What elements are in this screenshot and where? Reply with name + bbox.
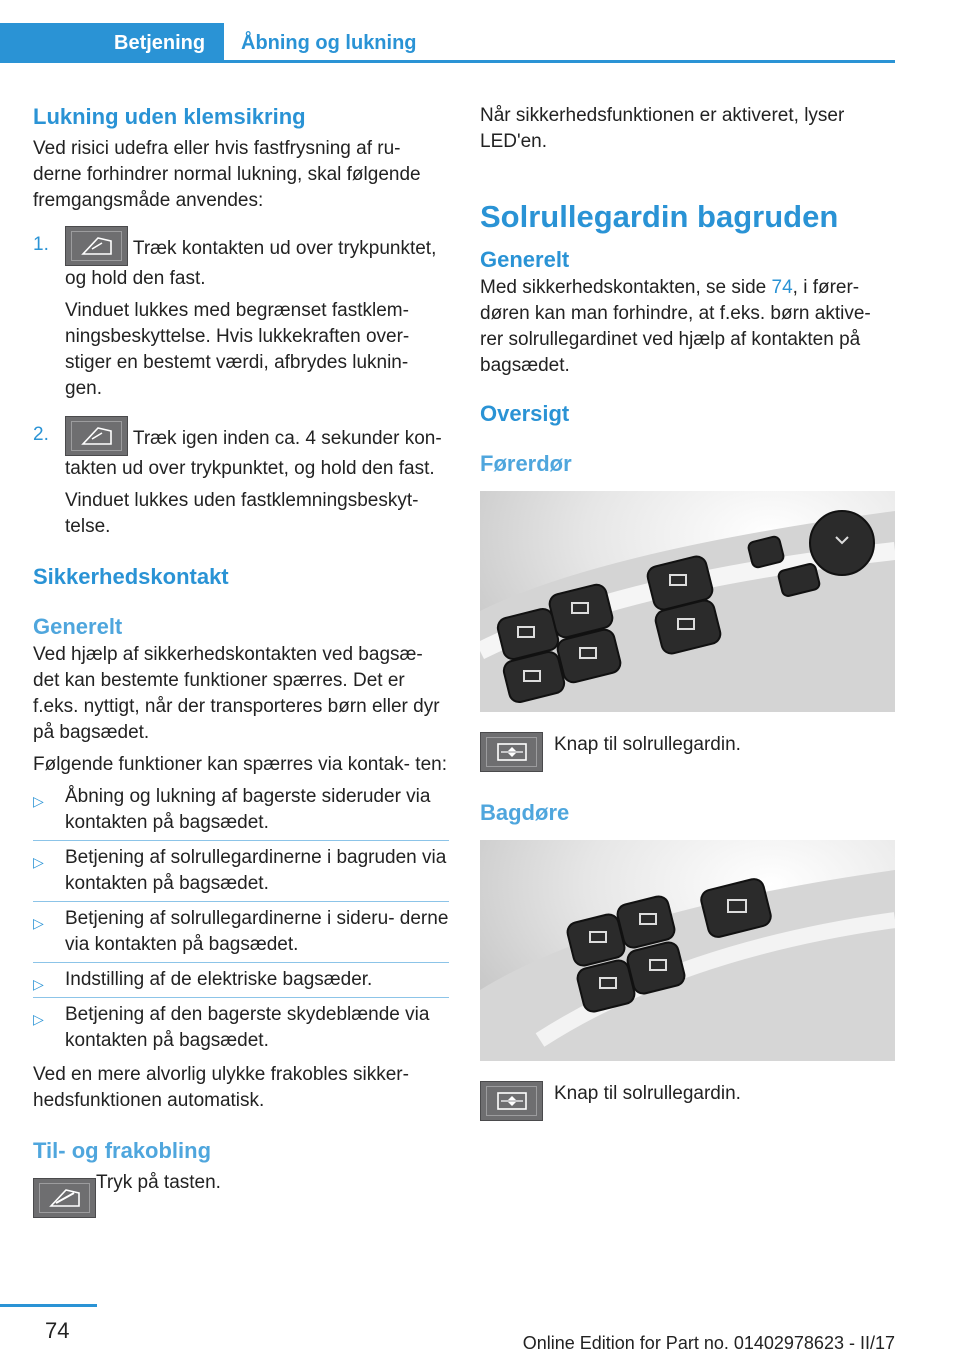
triangle-bullet-icon: ▷ <box>33 915 44 931</box>
led-paragraph: Når sikkerhedsfunktionen er aktiveret, lyser LED'en. <box>480 105 845 152</box>
heading-til-frakobling: Til- og frakobling <box>33 1138 212 1163</box>
header-rule <box>0 60 895 63</box>
heading-sikkerhedskontakt: Sikkerhedskontakt <box>33 564 229 589</box>
right-column <box>480 100 895 1129</box>
accident-paragraph: Ved en mere alvorlig ulykke frakobles sikker‐ hedsfunktionen automatisk. <box>33 1064 409 1111</box>
edition-text: Online Edition for Part no. 01402978623 - II/17 <box>522 1333 895 1353</box>
step-text: Træk igen inden ca. 4 sekunder kon‐ takten ud over trykpunktet, og hold den fast. <box>65 428 442 479</box>
footer-rule <box>0 1304 97 1307</box>
window-switch-icon <box>65 226 128 266</box>
caption-row-driver <box>480 732 895 780</box>
step-note: Vinduet lukkes med begrænset fastklem‐ ningsbeskyttelse. Hvis lukkekraften over‐ stiger en bestemt værdi, afbrydes luknin‐ gen. <box>65 300 410 399</box>
intro-paragraph: Ved risici udefra eller hvis fastfrysning af ru‐ derne forhindrer normal lukning, skal følgende fremgangsmåde anvendes: <box>33 138 421 211</box>
heading-bagdore: Bagdøre <box>480 800 570 825</box>
triangle-bullet-icon: ▷ <box>33 854 44 870</box>
section-tab[interactable]: Betjening <box>0 23 224 63</box>
list-item: ▷ Betjening af den bagerste skydeblænde via kontakten på bagsædet. <box>33 1004 430 1051</box>
generelt-right-paragraph: Med sikkerhedskontakten, se side 74, i fører‐ døren kan man forhindre, at f.eks. børn aktive‐ rer solrullegardinet ved hjælp af kontakten på bagsædet. <box>480 277 871 376</box>
caption-row-rear <box>480 1081 895 1129</box>
triangle-bullet-icon: ▷ <box>33 976 44 992</box>
driver-door-photo <box>480 491 895 712</box>
sunblind-button-icon <box>480 732 543 772</box>
step-note: Vinduet lukkes uden fastklemningsbeskyt‐ telse. <box>65 490 419 537</box>
caption-rear: Knap til solrullegardin. <box>554 1083 741 1104</box>
list-item: ▷ Indstilling af de elektriske bagsæder. <box>33 963 449 998</box>
functions-list <box>33 780 449 1058</box>
step-item <box>33 232 449 402</box>
caption-driver: Knap til solrullegardin. <box>554 734 741 755</box>
list-item: ▷ Betjening af solrullegardinerne i sideru‐ derne via kontakten på bagsædet. <box>33 902 449 963</box>
list-item: ▷ Betjening af solrullegardinerne i bagruden via kontakten på bagsædet. <box>33 841 449 902</box>
left-column <box>33 100 449 1218</box>
step-item <box>33 422 449 540</box>
step-number: 2. <box>33 424 49 445</box>
heading-lukning: Lukning uden klemsikring <box>33 104 306 129</box>
heading-solrullegardin: Solrullegardin bagruden <box>480 199 839 234</box>
rear-door-photo <box>480 840 895 1061</box>
sunblind-button-icon <box>480 1081 543 1121</box>
step-number: 1. <box>33 234 49 255</box>
window-switch-icon <box>65 416 128 456</box>
triangle-bullet-icon: ▷ <box>33 1011 44 1027</box>
list-item: ▷ Åbning og lukning af bagerste sideruder via kontakten på bagsædet. <box>33 780 449 841</box>
page-number: 74 <box>45 1318 70 1343</box>
press-text: Tryk på tasten. <box>96 1172 221 1193</box>
heading-forerdor: Førerdør <box>480 451 572 476</box>
step-text: Træk kontakten ud over trykpunktet, og hold den fast. <box>65 238 437 289</box>
heading-oversigt: Oversigt <box>480 401 570 426</box>
page-link[interactable]: 74 <box>771 277 793 298</box>
subsection-tab[interactable]: Åbning og lukning <box>241 32 417 54</box>
safety-switch-row <box>33 1174 449 1218</box>
functions-intro: Følgende funktioner kan spærres via kontak‐ ten: <box>33 754 447 775</box>
steps-list <box>33 232 449 540</box>
triangle-bullet-icon: ▷ <box>33 793 44 809</box>
heading-generelt-right: Generelt <box>480 247 570 272</box>
generelt-paragraph: Ved hjælp af sikkerhedskontakten ved bagsæ‐ det kan bestemte funktioner spærres. Det er f.eks. nyttigt, når der transporteres børn eller dyr på bagsædet. <box>33 644 440 743</box>
page-header <box>0 23 895 63</box>
safety-switch-icon <box>33 1178 96 1218</box>
heading-generelt-left: Generelt <box>33 614 123 639</box>
